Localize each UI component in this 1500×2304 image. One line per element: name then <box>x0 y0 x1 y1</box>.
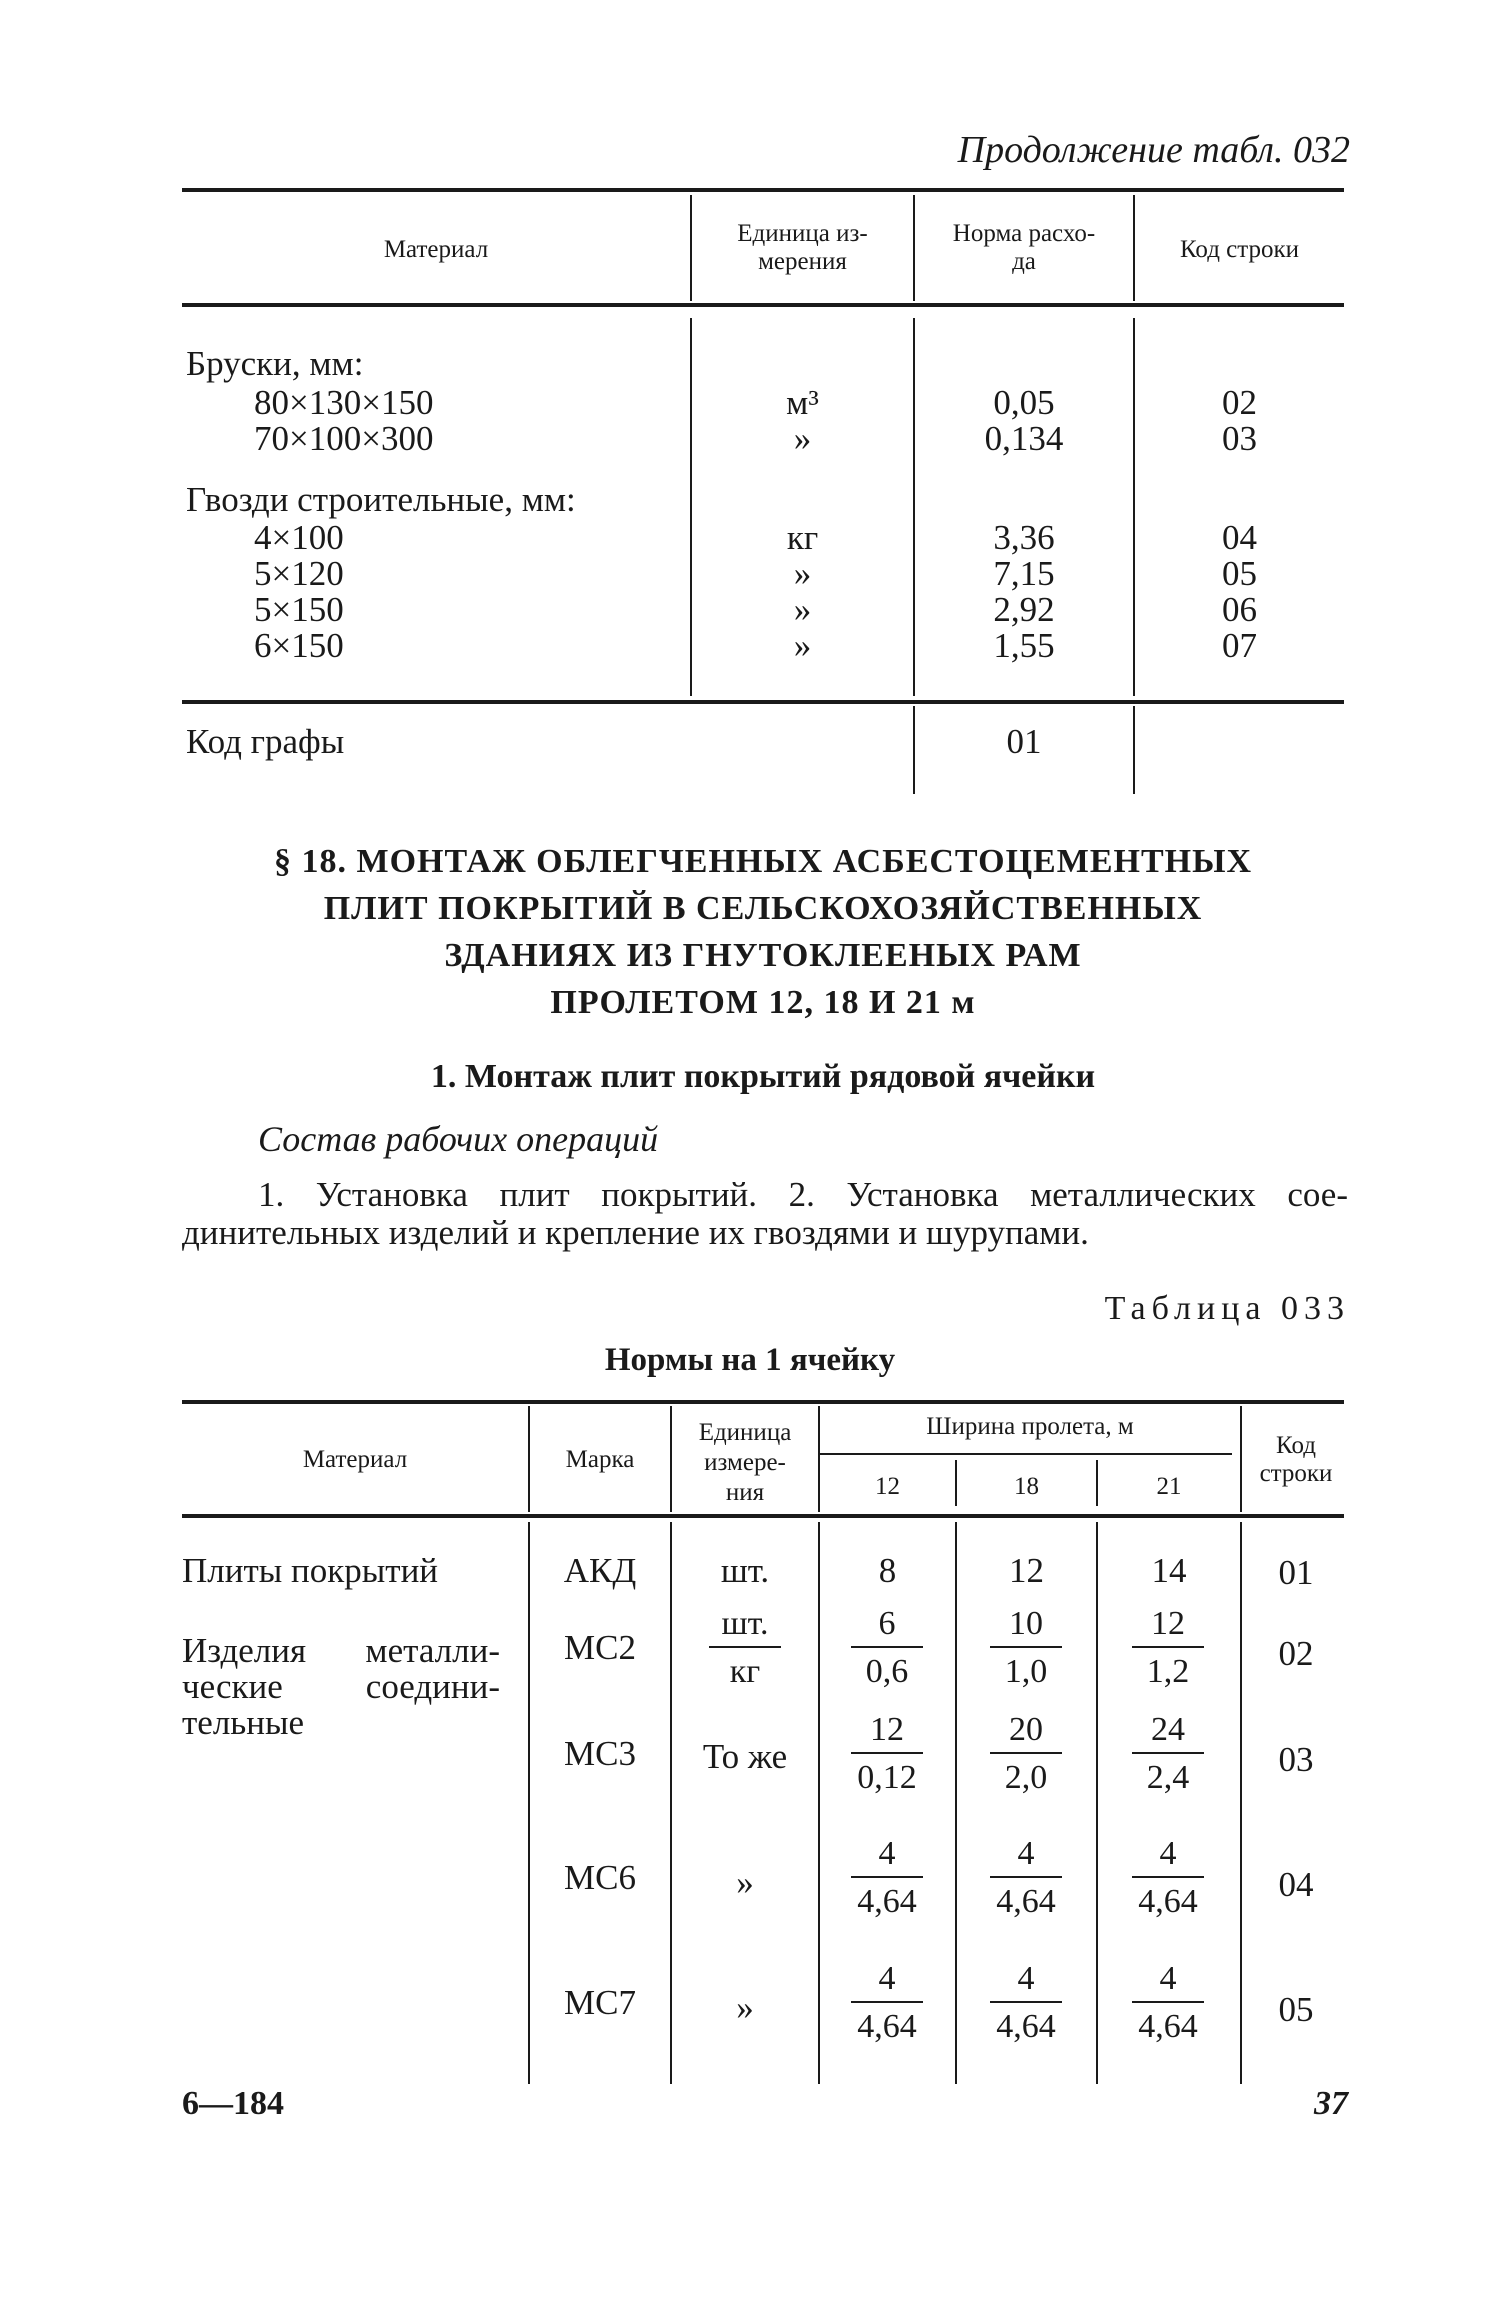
row-unit: То же <box>702 1737 788 1776</box>
row-value-18-fraction <box>981 1712 1071 1796</box>
row-brand: МС7 <box>564 1983 636 2022</box>
row-value-12: 8 <box>878 1551 897 1590</box>
col-header-material: Материал <box>302 1446 408 1473</box>
col-header-code: Код строки <box>1179 236 1300 263</box>
row-unit: м³ <box>786 383 819 422</box>
row-unit: кг <box>786 518 819 557</box>
fraction-numerator: 4 <box>1017 1960 1035 1997</box>
row-name: 70×100×300 <box>254 419 434 458</box>
col-header-material: Материал <box>383 236 489 263</box>
fraction-numerator: 12 <box>870 1711 904 1748</box>
fraction-numerator: 4 <box>878 1835 896 1872</box>
row-code: 05 <box>1222 554 1257 593</box>
row-brand: АКД <box>563 1551 637 1590</box>
fraction-numerator: 4 <box>1017 1835 1035 1872</box>
row-value-12-fraction <box>842 1961 932 2045</box>
row-code: 02 <box>1222 383 1257 422</box>
fraction-denominator: 4,64 <box>857 2008 917 2045</box>
group-title: Гвозди строительные, мм: <box>186 480 576 519</box>
row-value-21: 14 <box>1151 1551 1187 1590</box>
operations-title: Состав рабочих операций <box>258 1119 659 1159</box>
fraction-denominator: 4,64 <box>1138 2008 1198 2045</box>
fraction-numerator: 10 <box>1009 1605 1043 1642</box>
row-unit-fraction <box>700 1606 790 1690</box>
subheading: 1. Монтаж плит покрытий рядовой ячейки <box>430 1058 1096 1095</box>
row-value-21-fraction <box>1123 1836 1213 1920</box>
row-name: 5×150 <box>254 590 344 629</box>
row-code: 04 <box>1278 1865 1314 1904</box>
row-name: 6×150 <box>254 626 344 665</box>
row-norm: 7,15 <box>993 554 1055 593</box>
print-signature: 6—184 <box>182 2085 284 2122</box>
row-unit: шт. <box>720 1551 770 1590</box>
col-header-span-18: 18 <box>1014 1473 1039 1500</box>
column-code-value: 01 <box>1006 722 1042 761</box>
operations-text-line: динительных изделий и крепление их гвоздями и шурупами. <box>182 1213 1089 1252</box>
operations-text-line: 1. Установка плит покрытий. 2. Установка металлических сое- <box>258 1175 1348 1214</box>
row-norm: 2,92 <box>993 590 1055 629</box>
fraction-denominator: 4,64 <box>996 2008 1056 2045</box>
row-code: 01 <box>1278 1553 1314 1592</box>
group-title: Бруски, мм: <box>186 344 364 383</box>
material-name-line: Изделия металли- <box>182 1631 500 1670</box>
row-code: 06 <box>1222 590 1257 629</box>
row-value-18-fraction <box>981 1836 1071 1920</box>
material-name-line: тельные <box>182 1703 305 1742</box>
row-code: 03 <box>1278 1740 1314 1779</box>
row-unit: » <box>736 1988 754 2027</box>
col-header-unit: Единица из- мерения <box>737 220 868 275</box>
col-header-span: Ширина пролета, м <box>926 1413 1134 1440</box>
section-title-line: ПРОЛЕТОМ 12, 18 И 21 м <box>550 984 976 1021</box>
column-code-label: Код графы <box>186 722 345 761</box>
row-value-18-fraction <box>981 1606 1071 1690</box>
section-title-line: ЗДАНИЯХ ИЗ ГНУТОКЛЕЕНЫХ РАМ <box>444 937 1082 974</box>
page-number: 37 <box>1314 2085 1348 2122</box>
row-name: 4×100 <box>254 518 344 557</box>
row-unit: » <box>736 1863 754 1902</box>
row-name: 5×120 <box>254 554 344 593</box>
row-code: 04 <box>1222 518 1257 557</box>
row-code: 03 <box>1222 419 1257 458</box>
row-norm: 0,134 <box>984 419 1064 458</box>
fraction-denominator: 4,64 <box>1138 1883 1198 1920</box>
material-name: Плиты покрытий <box>182 1551 439 1590</box>
col-header-span-12: 12 <box>875 1473 900 1500</box>
row-value-12-fraction <box>842 1712 932 1796</box>
fraction-denominator: 1,0 <box>1004 1653 1048 1690</box>
fraction-denominator: 0,6 <box>865 1653 909 1690</box>
row-brand: МС3 <box>564 1734 636 1773</box>
row-code: 02 <box>1278 1634 1314 1673</box>
fraction-numerator: 4 <box>878 1960 896 1997</box>
fraction-numerator: 20 <box>1009 1711 1043 1748</box>
col-header-brand: Марка <box>565 1446 635 1473</box>
col-header-code: Код строки <box>1259 1432 1333 1487</box>
fraction-denominator: 0,12 <box>857 1759 917 1796</box>
fraction-denominator: 2,0 <box>1004 1759 1048 1796</box>
fraction-numerator: 6 <box>878 1605 896 1642</box>
row-unit: » <box>793 554 812 593</box>
row-value-21-fraction <box>1123 1961 1213 2045</box>
table-label: Таблица 033 <box>1104 1290 1350 1327</box>
col-header-span-21: 21 <box>1156 1473 1182 1500</box>
col-header-norm: Норма расхо- да <box>952 220 1096 275</box>
row-value-12-fraction <box>842 1606 932 1690</box>
section-title-line: ПЛИТ ПОКРЫТИЙ В СЕЛЬСКОХОЗЯЙСТВЕННЫХ <box>323 890 1203 927</box>
row-value-12-fraction <box>842 1836 932 1920</box>
continuation-caption: Продолжение табл. 032 <box>957 129 1350 171</box>
fraction-numerator: шт. <box>721 1605 769 1642</box>
fraction-denominator: 4,64 <box>996 1883 1056 1920</box>
row-value-21-fraction <box>1123 1712 1213 1796</box>
fraction-denominator: 1,2 <box>1146 1653 1190 1690</box>
row-unit: » <box>793 590 812 629</box>
row-value-18-fraction <box>981 1961 1071 2045</box>
col-header-unit: Единица измере- ния <box>698 1419 792 1506</box>
fraction-denominator: 2,4 <box>1146 1759 1190 1796</box>
row-code: 07 <box>1222 626 1257 665</box>
row-brand: МС6 <box>564 1858 636 1897</box>
row-norm: 0,05 <box>993 383 1055 422</box>
table-caption: Нормы на 1 ячейку <box>604 1342 896 1378</box>
row-unit: » <box>793 626 812 665</box>
row-norm: 1,55 <box>993 626 1055 665</box>
row-value-18: 12 <box>1009 1551 1044 1590</box>
row-name: 80×130×150 <box>254 383 434 422</box>
row-unit: » <box>793 419 812 458</box>
fraction-numerator: 24 <box>1151 1711 1185 1748</box>
row-brand: МС2 <box>564 1628 636 1667</box>
material-name-line: ческие соедини- <box>182 1667 500 1706</box>
section-title-line: § 18. МОНТАЖ ОБЛЕГЧЕННЫХ АСБЕСТОЦЕМЕНТНЫХ <box>273 843 1253 880</box>
fraction-numerator: 4 <box>1159 1835 1177 1872</box>
fraction-numerator: 4 <box>1159 1960 1177 1997</box>
fraction-numerator: 12 <box>1151 1605 1185 1642</box>
fraction-denominator: кг <box>729 1653 761 1690</box>
row-norm: 3,36 <box>993 518 1055 557</box>
row-value-21-fraction <box>1123 1606 1213 1690</box>
row-code: 05 <box>1278 1990 1314 2029</box>
fraction-denominator: 4,64 <box>857 1883 917 1920</box>
